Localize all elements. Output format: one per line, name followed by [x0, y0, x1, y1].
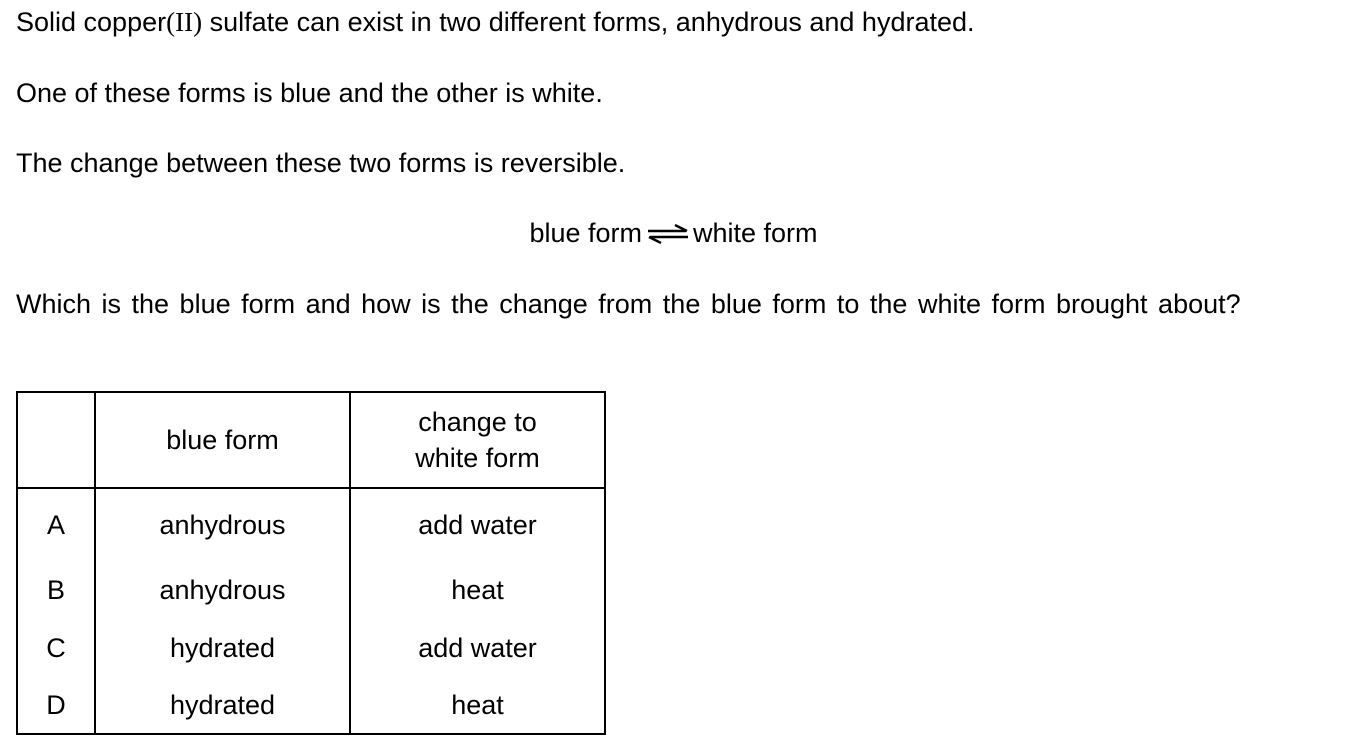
question-text: Which is the blue form and how is the change from the blue form to the white form brought about? — [16, 289, 1241, 319]
intro-sentence-3: The change between these two forms is reversible. — [16, 148, 626, 178]
header-blue-form: blue form — [95, 392, 350, 488]
option-blue-form: hydrated — [95, 619, 350, 677]
option-change: add water — [350, 488, 605, 561]
table-row — [17, 677, 605, 734]
option-change: heat — [350, 561, 605, 619]
intro-sentence-2: One of these forms is blue and the other is white. — [16, 78, 603, 108]
option-blue-form: hydrated — [95, 677, 350, 734]
oxidation-state: (II) — [166, 7, 203, 37]
table-header-row — [17, 392, 605, 488]
option-letter: D — [17, 677, 95, 734]
intro-sentence-1 — [16, 4, 975, 40]
header-change-line-2: white form — [415, 443, 540, 473]
reaction-equation — [0, 215, 1347, 251]
table-row — [17, 619, 605, 677]
header-change-line-1: change to — [418, 407, 537, 437]
option-letter: B — [17, 561, 95, 619]
table-row — [17, 561, 605, 619]
option-blue-form: anhydrous — [95, 488, 350, 561]
equation-left: blue form — [529, 218, 642, 248]
option-letter: C — [17, 619, 95, 677]
header-change-to-white — [350, 392, 605, 488]
intro-sentence-1-end: sulfate can exist in two different forms, anhydrous and hydrated. — [202, 7, 975, 37]
equilibrium-arrows-icon — [646, 224, 690, 244]
option-change: heat — [350, 677, 605, 734]
answer-options-table — [16, 391, 606, 735]
header-letter-cell — [17, 392, 95, 488]
table-row — [17, 488, 605, 561]
option-letter: A — [17, 488, 95, 561]
equation-right: white form — [693, 218, 818, 248]
option-blue-form: anhydrous — [95, 561, 350, 619]
option-change: add water — [350, 619, 605, 677]
intro-sentence-1-start: Solid copper — [16, 7, 167, 37]
